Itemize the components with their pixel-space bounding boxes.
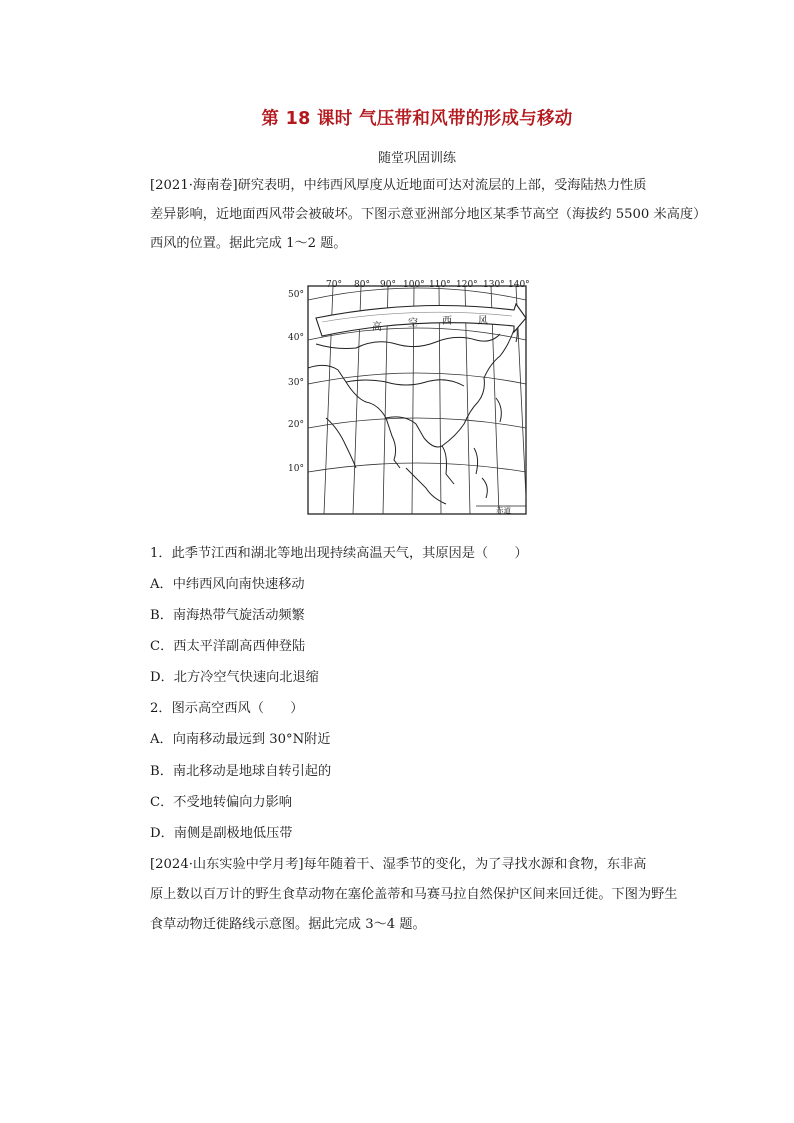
question-1-stem: 1．此季节江西和湖北等地出现持续高温天气，其原因是（ ） (150, 546, 528, 561)
lon-label-110: 110° (429, 280, 451, 290)
question-1-option-c: C．西太平洋副高西伸登陆 (150, 639, 306, 654)
question-2-option-a: A．向南移动最远到 30°N附近 (150, 732, 331, 747)
lon-label-120: 120° (456, 280, 478, 290)
section-subtitle: 随堂巩固训练 (377, 151, 456, 166)
lat-label-10: 10° (288, 464, 304, 474)
lat-label-30: 30° (288, 378, 304, 388)
passage-2-line-1: [2024·山东实验中学月考]每年随着干、湿季节的变化，为了寻找水源和食物，东非高 (150, 857, 647, 872)
equator-label: 赤道 (496, 506, 511, 515)
passage-2-line-2: 原上数以百万计的野生食草动物在塞伦盖蒂和马赛马拉自然保护区间来回迁徙。下图为野生 (150, 887, 678, 902)
asia-westerly-map (286, 278, 534, 520)
question-2-option-b: B．南北移动是地球自转引起的 (150, 764, 332, 779)
passage-1-line-3: 西风的位置。据此完成 1～2 题。 (150, 236, 347, 251)
passage-1-line-2: 差异影响，近地面西风带会被破坏。下图示意亚洲部分地区某季节高空（海拔约 5500 米高度） (150, 207, 707, 222)
question-2-option-c: C．不受地转偏向力影响 (150, 795, 292, 810)
wind-char-2: 空 (408, 318, 418, 329)
lesson-title: 第 18 课时 气压带和风带的形成与移动 (261, 109, 573, 129)
question-1-option-d: D．北方冷空气快速向北退缩 (150, 670, 319, 685)
lon-label-100: 100° (403, 280, 425, 290)
lat-label-40: 40° (288, 333, 304, 343)
lat-label-20: 20° (288, 420, 304, 430)
question-1-option-a: A．中纬西风向南快速移动 (150, 577, 305, 592)
lon-label-70: 70° (326, 280, 342, 290)
lon-label-90: 90° (380, 280, 396, 290)
question-2-option-d: D．南侧是副极地低压带 (150, 826, 293, 841)
lat-label-50: 50° (288, 290, 304, 300)
wind-char-4: 风 (478, 316, 488, 327)
question-2-stem: 2．图示高空西风（ ） (150, 701, 304, 716)
lon-label-80: 80° (354, 280, 370, 290)
passage-2-line-3: 食草动物迁徙路线示意图。据此完成 3～4 题。 (150, 917, 426, 932)
wind-char-1: 高 (372, 322, 382, 333)
passage-1-line-1: [2021·海南卷]研究表明，中纬西风厚度从近地面可达对流层的上部，受海陆热力性质 (150, 178, 647, 193)
question-1-option-b: B．南海热带气旋活动频繁 (150, 608, 305, 623)
lon-label-140: 140° (508, 280, 530, 290)
lon-label-130: 130° (483, 280, 505, 290)
wind-char-3: 西 (442, 316, 452, 327)
